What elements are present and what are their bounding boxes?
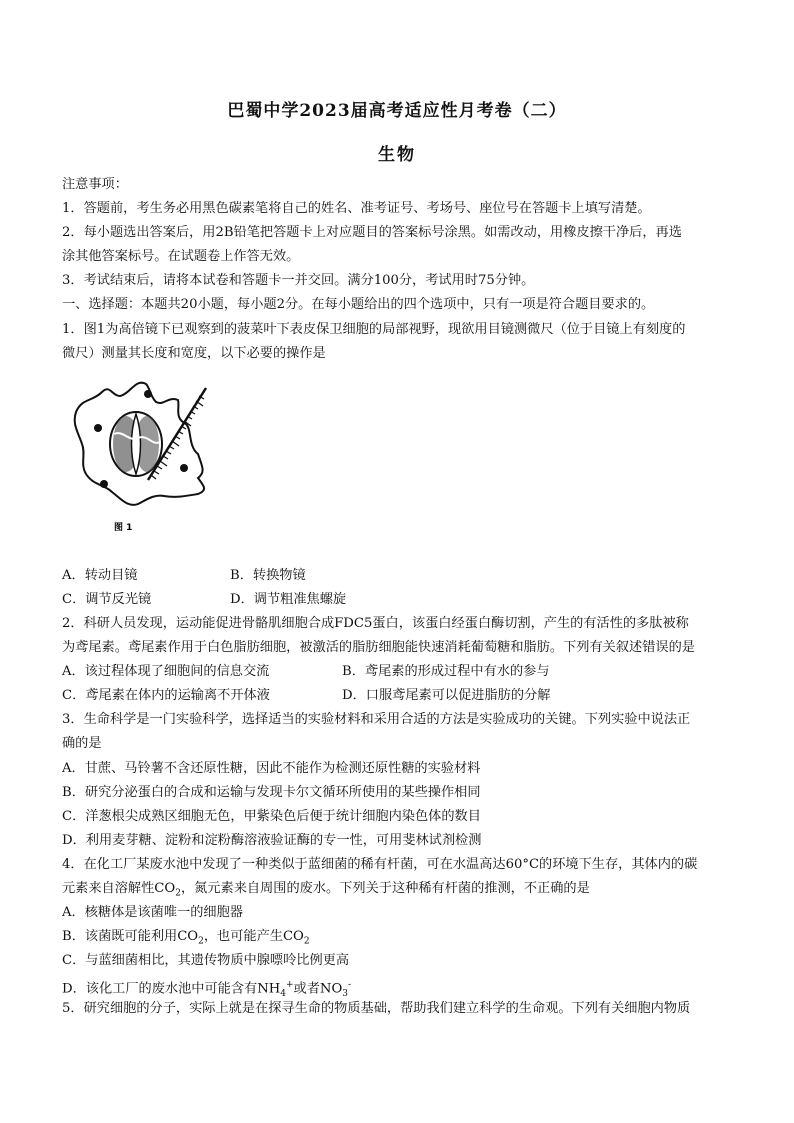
q4-option-b-text: B．该菌既可能利用CO xyxy=(62,929,199,945)
notice-item: 2．每小题选出答案后，用2B铅笔把答题卡上对应题目的答案标号涂黑。如需改动，用橡皮擦干净后，再选 xyxy=(62,225,682,241)
q3-option-d[interactable]: D．利用麦芽糖、淀粉和淀粉酶溶液验证酶的专一性，可用斐林试剂检测 xyxy=(62,832,482,848)
notice-item: 3．考试结束后，请将本试卷和答题卡一并交回。满分100分，考试用时75分钟。 xyxy=(62,273,535,289)
q1-option-c[interactable]: C．调节反光镜 xyxy=(62,591,152,607)
figure-1 xyxy=(62,366,734,564)
subject-title: 生物 xyxy=(378,145,416,165)
q5-stem: 5．研究细胞的分子，实际上就是在探寻生命的物质基础，帮助我们建立科学的生命观。下列有关细胞内物质 xyxy=(62,1001,691,1017)
q3-option-c[interactable]: C．洋葱根尖成熟区细胞无色，甲紫染色后便于统计细胞内染色体的数目 xyxy=(62,808,481,824)
q4-option-a[interactable]: A．核糖体是该菌唯一的细胞器 xyxy=(62,905,243,921)
notice-item: 1．答题前，考生务必用黑色碳素笔将自己的姓名、准考证号、考场号、座位号在答题卡上填写清楚。 xyxy=(62,201,651,217)
q1-options-row xyxy=(62,564,734,588)
superscript: - xyxy=(348,980,352,991)
q4-stem-text: 元素来自溶解性CO xyxy=(62,880,176,896)
subscript: 3 xyxy=(342,989,348,998)
q2-options-row xyxy=(62,684,734,708)
q2-option-d[interactable]: D．口服鸢尾素可以促进脂肪的分解 xyxy=(342,688,551,704)
q4-option-b[interactable] xyxy=(62,925,734,949)
q2-option-b[interactable]: B．鸢尾素的形成过程中有水的参与 xyxy=(342,664,550,680)
q3-option-a[interactable]: A．甘蔗、马铃薯不含还原性糖，因此不能作为检测还原性糖的实验材料 xyxy=(62,760,481,776)
q2-option-c[interactable]: C．鸢尾素在体内的运输离不开体液 xyxy=(62,688,270,704)
q3-option-b[interactable]: B．研究分泌蛋白的合成和运输与发现卡尔文循环所使用的某些操作相同 xyxy=(62,784,481,800)
q1-stem: 微尺）测量其长度和宽度，以下必要的操作是 xyxy=(62,345,326,361)
q1-option-a[interactable]: A．转动目镜 xyxy=(62,567,138,583)
q1-options-row xyxy=(62,588,734,612)
guard-cell-micrometer-figure xyxy=(68,372,228,557)
q3-stem: 3．生命科学是一门实验科学，选择适当的实验材料和采用合适的方法是实验成功的关键。下列实验中说法正 xyxy=(62,712,691,728)
q4-option-d-text: D．该化工厂的废水池中可能含有NH xyxy=(62,981,281,997)
q2-stem: 2．科研人员发现，运动能促进骨骼肌细胞合成FDC5蛋白，该蛋白经蛋白酶切割，产生的有活性的多肽被称 xyxy=(62,615,689,631)
subscript: 2 xyxy=(198,936,204,947)
q4-option-b-text: ，也可能产生CO xyxy=(203,929,304,945)
q4-option-c[interactable]: C．与蓝细菌相比，其遗传物质中腺嘌呤比例更高 xyxy=(62,953,350,969)
notice-item: 涂其他答案标号。在试题卷上作答无效。 xyxy=(62,249,300,265)
q4-option-d[interactable] xyxy=(62,973,734,997)
q1-stem: 1．图1为高倍镜下已观察到的菠菜叶下表皮保卫细胞的局部视野，现欲用目镜测微尺（位于目镜上有刻度的 xyxy=(62,321,686,337)
q1-option-d[interactable]: D．调节粗准焦螺旋 xyxy=(230,591,347,607)
q4-stem: 4．在化工厂某废水池中发现了一种类似于蓝细菌的稀有杆菌，可在水温高达60°C的环境下生存，其体内的碳 xyxy=(62,856,698,872)
q2-stem: 为鸢尾素。鸢尾素作用于白色脂肪细胞，被激活的脂肪细胞能快速消耗葡萄糖和脂肪。下列有关叙述错误的是 xyxy=(62,640,695,656)
q4-stem-text: ，氮元素来自周围的废水。下列关于这种稀有杆菌的推测，不正确的是 xyxy=(180,880,590,896)
q3-stem: 确的是 xyxy=(62,736,102,752)
subscript: 2 xyxy=(175,888,181,899)
subscript: 2 xyxy=(303,936,310,947)
q2-options-row xyxy=(62,660,734,684)
q2-option-a[interactable]: A．该过程体现了细胞间的信息交流 xyxy=(62,664,270,680)
section-heading: 一、选择题：本题共20小题，每小题2分。在每小题给出的四个选项中，只有一项是符合题目要求的。 xyxy=(62,297,655,313)
exam-body xyxy=(62,173,734,1022)
q4-stem xyxy=(62,877,734,901)
notice-heading: 注意事项： xyxy=(62,177,128,192)
subscript: 4 xyxy=(280,989,286,998)
exam-title: 巴蜀中学2023届高考适应性月考卷（二） xyxy=(227,101,567,121)
figure-caption: 图 1 xyxy=(114,522,133,533)
q1-option-b[interactable]: B．转换物镜 xyxy=(230,567,306,583)
q4-option-d-text: 或者NO xyxy=(293,981,343,997)
superscript: + xyxy=(285,980,294,991)
